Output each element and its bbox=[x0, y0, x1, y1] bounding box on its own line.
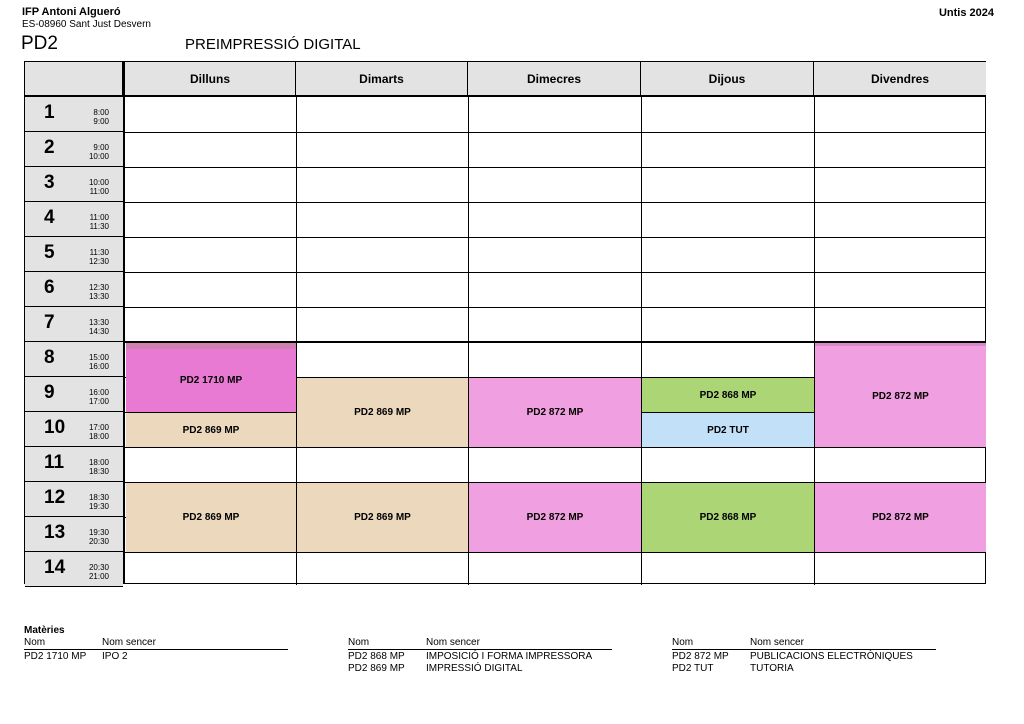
period-end-time: 18:30 bbox=[88, 467, 109, 476]
legend-name: IMPRESSIÓ DIGITAL bbox=[426, 663, 523, 674]
legend-code: PD2 869 MP bbox=[348, 663, 405, 674]
period-end-time: 17:00 bbox=[88, 397, 109, 406]
period-time bbox=[89, 143, 109, 161]
period-cell bbox=[25, 167, 123, 202]
period-number: 14 bbox=[44, 557, 66, 578]
period-start-time: 18:00 bbox=[88, 458, 109, 467]
period-number: 2 bbox=[44, 137, 55, 158]
day-header-0: Dilluns bbox=[125, 62, 296, 95]
period-cell bbox=[25, 482, 123, 517]
period-end-time: 12:30 bbox=[88, 257, 109, 266]
day-header-2: Dimecres bbox=[468, 62, 641, 95]
lesson-label: PD2 869 MP bbox=[182, 424, 240, 436]
class-code: PD2 bbox=[21, 33, 58, 54]
day-header-1: Dimarts bbox=[296, 62, 468, 95]
lesson-label: PD2 TUT bbox=[707, 424, 749, 436]
legend-code: PD2 868 MP bbox=[348, 651, 405, 662]
period-start-time: 8:00 bbox=[93, 108, 109, 117]
period-cell bbox=[25, 377, 123, 412]
day-header-4: Divendres bbox=[814, 62, 986, 95]
period-time bbox=[93, 108, 109, 126]
period-start-time: 11:00 bbox=[89, 213, 109, 222]
period-cell bbox=[25, 342, 123, 377]
period-number: 4 bbox=[44, 207, 55, 228]
legend-col-name: Nom sencer bbox=[102, 637, 156, 648]
row-line bbox=[125, 272, 986, 273]
legend-header bbox=[672, 637, 936, 650]
software-brand: Untis 2024 bbox=[938, 7, 994, 19]
legend-name: TUTORIA bbox=[750, 663, 794, 674]
lesson-block[interactable] bbox=[642, 413, 814, 447]
header-divider bbox=[25, 95, 985, 97]
lesson-block[interactable] bbox=[642, 378, 814, 412]
period-start-time: 20:30 bbox=[88, 563, 109, 572]
row-line bbox=[125, 447, 986, 448]
header-corner-cell bbox=[25, 62, 123, 95]
period-number: 3 bbox=[44, 172, 55, 193]
legend-col-name: Nom sencer bbox=[750, 637, 804, 648]
lesson-block[interactable] bbox=[815, 483, 986, 552]
lesson-label: PD2 869 MP bbox=[354, 407, 411, 418]
lesson-label: PD2 868 MP bbox=[699, 512, 757, 523]
period-start-time: 19:30 bbox=[88, 528, 109, 537]
period-time bbox=[89, 318, 109, 336]
period-start-time: 13:30 bbox=[88, 318, 109, 327]
period-cell bbox=[25, 447, 123, 482]
period-start-time: 18:30 bbox=[88, 493, 109, 502]
period-time bbox=[89, 493, 109, 511]
period-start-time: 15:00 bbox=[88, 353, 109, 362]
legend-code: PD2 TUT bbox=[672, 663, 714, 674]
period-start-time: 17:00 bbox=[88, 423, 109, 432]
period-end-time: 16:00 bbox=[88, 362, 109, 371]
period-end-time: 13:30 bbox=[88, 292, 109, 301]
period-time bbox=[89, 248, 109, 266]
period-end-time: 9:00 bbox=[93, 117, 109, 126]
period-cell bbox=[25, 307, 123, 342]
school-name: IFP Antoni Algueró bbox=[22, 6, 121, 18]
legend-name: IMPOSICIÓ I FORMA IMPRESSORA bbox=[426, 651, 593, 662]
period-cell bbox=[25, 412, 123, 447]
legend-code: PD2 872 MP bbox=[672, 651, 729, 662]
period-end-time: 19:30 bbox=[88, 502, 109, 511]
lesson-label: PD2 1710 MP bbox=[179, 375, 243, 386]
period-cell bbox=[25, 552, 123, 587]
lesson-label: PD2 872 MP bbox=[526, 407, 584, 418]
period-end-time: 20:30 bbox=[88, 537, 109, 546]
period-end-time: 18:00 bbox=[88, 432, 109, 441]
period-cell bbox=[25, 237, 123, 272]
period-cell bbox=[25, 202, 123, 237]
period-number: 6 bbox=[44, 277, 55, 298]
period-start-time: 11:30 bbox=[89, 248, 109, 257]
period-time bbox=[89, 353, 109, 371]
period-cell bbox=[25, 97, 123, 132]
day-header-3: Dijous bbox=[641, 62, 814, 95]
period-time bbox=[89, 563, 109, 581]
lesson-block[interactable] bbox=[297, 483, 468, 552]
lesson-block[interactable] bbox=[642, 483, 814, 552]
lesson-block[interactable] bbox=[126, 343, 296, 412]
legend-title: Matèries bbox=[24, 625, 65, 636]
lesson-label: PD2 872 MP bbox=[872, 512, 929, 523]
period-number: 10 bbox=[44, 417, 66, 438]
period-column-divider bbox=[123, 62, 125, 583]
course-title: PREIMPRESSIÓ DIGITAL bbox=[185, 36, 361, 53]
period-cell bbox=[25, 272, 123, 307]
lesson-label: PD2 872 MP bbox=[526, 512, 584, 523]
period-time bbox=[89, 178, 109, 196]
legend-header bbox=[348, 637, 612, 650]
period-time bbox=[89, 423, 109, 441]
period-end-time: 21:00 bbox=[88, 572, 109, 581]
legend-col-code: Nom bbox=[24, 637, 46, 648]
timetable-grid bbox=[24, 61, 986, 584]
period-start-time: 10:00 bbox=[88, 178, 109, 187]
legend-col-code: Nom bbox=[348, 637, 370, 648]
period-start-time: 9:00 bbox=[93, 143, 109, 152]
lesson-block[interactable] bbox=[126, 413, 296, 447]
lesson-block[interactable] bbox=[126, 483, 296, 552]
lesson-label: PD2 872 MP bbox=[872, 391, 929, 402]
legend-name: IPO 2 bbox=[102, 651, 128, 662]
period-start-time: 16:00 bbox=[88, 388, 109, 397]
period-number: 13 bbox=[44, 522, 66, 543]
row-line bbox=[125, 202, 986, 203]
period-number: 9 bbox=[44, 382, 55, 403]
row-line bbox=[125, 237, 986, 238]
period-number: 11 bbox=[44, 452, 65, 473]
school-address: ES-08960 Sant Just Desvern bbox=[22, 19, 151, 30]
period-number: 8 bbox=[44, 347, 55, 368]
legend-col-name: Nom sencer bbox=[426, 637, 480, 648]
lesson-label: PD2 868 MP bbox=[699, 389, 757, 401]
legend-code: PD2 1710 MP bbox=[24, 651, 87, 662]
period-number: 5 bbox=[44, 242, 55, 263]
period-number: 1 bbox=[44, 102, 55, 123]
legend-col-code: Nom bbox=[672, 637, 694, 648]
period-time bbox=[89, 388, 109, 406]
legend-name: PUBLICACIONS ELECTRÒNIQUES bbox=[750, 651, 913, 662]
period-cell bbox=[25, 132, 123, 167]
period-number: 7 bbox=[44, 312, 55, 333]
lesson-label: PD2 869 MP bbox=[182, 512, 240, 523]
legend-header bbox=[24, 637, 288, 650]
period-number: 12 bbox=[44, 487, 66, 508]
period-end-time: 14:30 bbox=[88, 327, 109, 336]
lesson-block[interactable] bbox=[297, 378, 468, 447]
period-end-time: 10:00 bbox=[88, 152, 109, 161]
lesson-label: PD2 869 MP bbox=[354, 512, 411, 523]
period-end-time: 11:30 bbox=[89, 222, 109, 231]
lesson-block[interactable] bbox=[815, 343, 986, 447]
row-line bbox=[125, 307, 986, 308]
row-line bbox=[125, 132, 986, 133]
lesson-block[interactable] bbox=[469, 483, 641, 552]
row-line bbox=[125, 167, 986, 168]
row-line bbox=[125, 552, 986, 553]
period-time bbox=[89, 528, 109, 546]
period-end-time: 11:00 bbox=[89, 187, 109, 196]
period-start-time: 12:30 bbox=[88, 283, 109, 292]
period-time bbox=[89, 458, 109, 476]
lesson-block[interactable] bbox=[469, 378, 641, 447]
period-cell bbox=[25, 517, 123, 552]
period-time bbox=[89, 283, 109, 301]
period-time bbox=[90, 213, 109, 231]
